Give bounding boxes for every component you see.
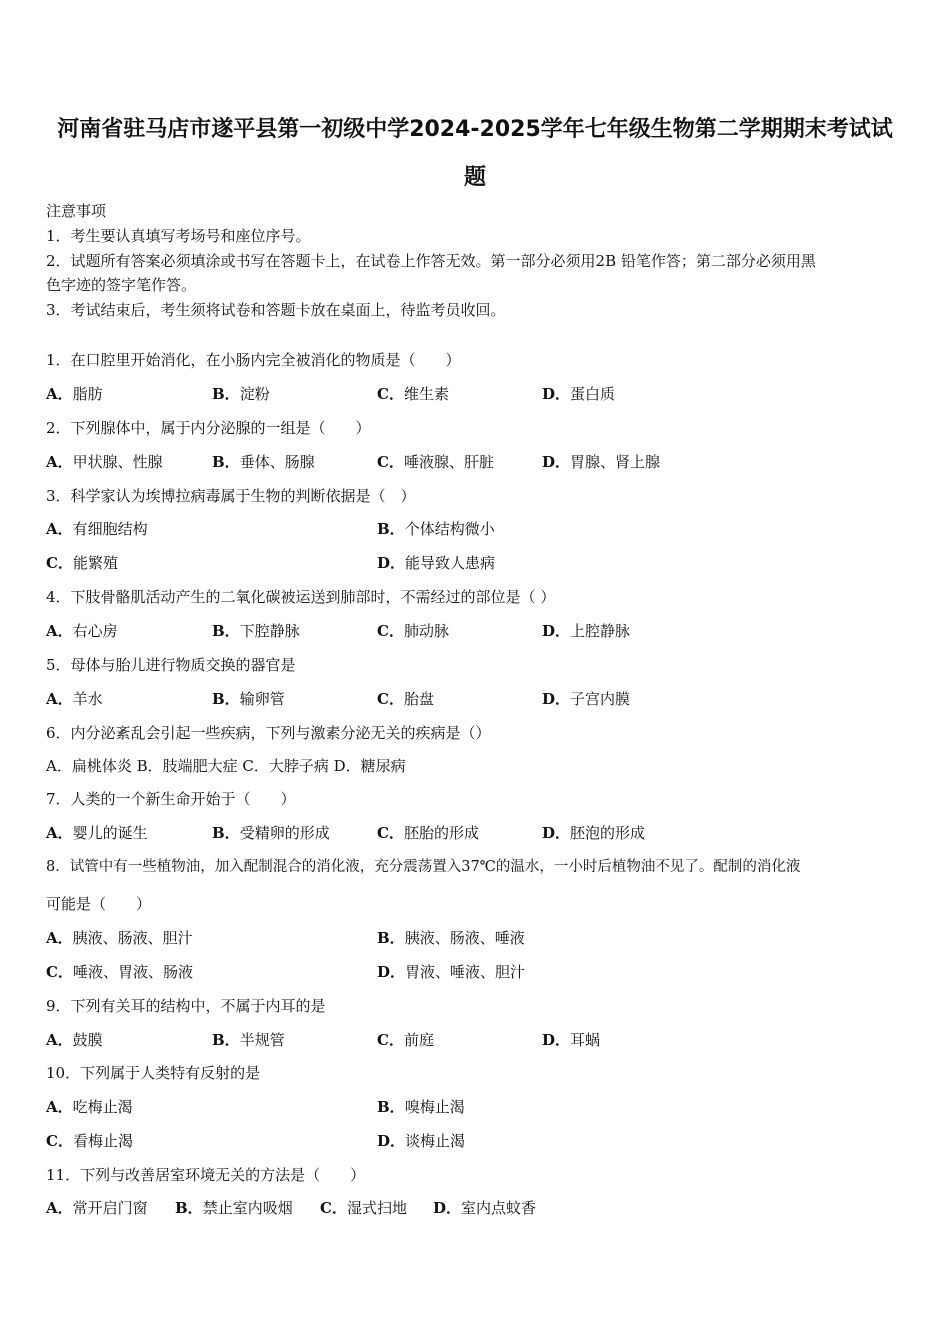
- option-a: [46, 1030, 103, 1050]
- option-key: A．: [46, 622, 73, 640]
- option-key: B．: [175, 1199, 203, 1217]
- option-text: 上腔静脉: [570, 622, 631, 640]
- option-d: [542, 823, 645, 843]
- option-key: D．: [377, 554, 406, 572]
- option-text: 胚胎的形成: [403, 824, 479, 842]
- option-text: 前庭: [403, 1031, 434, 1049]
- option-text: 胃腺、肾上腺: [570, 453, 661, 471]
- option-key: D．: [542, 385, 571, 403]
- option-b: [212, 621, 300, 641]
- option-text: 能繁殖: [72, 554, 118, 572]
- option-text: 吃梅止渴: [72, 1098, 133, 1116]
- option-a: [46, 1097, 133, 1117]
- option-d: [542, 689, 630, 709]
- option-key: C．: [377, 1031, 404, 1049]
- option-key: A．: [46, 453, 73, 471]
- option-key: A．: [46, 1031, 73, 1049]
- option-text: 有细胞结构: [72, 520, 148, 538]
- option-key: D．: [377, 963, 406, 981]
- page-title: 河南省驻马店市遂平县第一初级中学2024-2025学年七年级生物第二学期期末考试试: [57, 117, 893, 142]
- option-b: [377, 928, 525, 948]
- option-key: C．: [46, 963, 73, 981]
- option-text: 鼓膜: [72, 1031, 103, 1049]
- option-d: [542, 452, 660, 472]
- option-text: 唾液腺、肝脏: [403, 453, 494, 471]
- option-text: 羊水: [72, 690, 103, 708]
- question-stem: 9．下列有关耳的结构中，不属于内耳的是: [46, 997, 326, 1015]
- option-key: A．: [46, 824, 73, 842]
- option-key: A．: [46, 690, 73, 708]
- option-d: [377, 553, 495, 573]
- option-text: 维生素: [403, 385, 449, 403]
- option-c: [377, 1030, 434, 1050]
- option-text: 蛋白质: [570, 385, 616, 403]
- option-key: C．: [377, 690, 404, 708]
- option-text: 个体结构微小: [404, 520, 495, 538]
- notice-item: 1．考生要认真填写考场号和座位序号。: [46, 227, 311, 245]
- option-a: [46, 689, 103, 709]
- option-text: 肺动脉: [403, 622, 449, 640]
- option-key: A．: [46, 1098, 73, 1116]
- option-text: 胰液、肠液、胆汁: [72, 929, 193, 947]
- option-a: [46, 621, 118, 641]
- option-b: [212, 384, 270, 404]
- option-inline: A．扁桃体炎 B．肢端肥大症 C．大脖子病 D．糖尿病: [46, 757, 406, 775]
- option-text: 胚泡的形成: [570, 824, 646, 842]
- option-b: [212, 823, 330, 843]
- notice-heading: 注意事项: [46, 202, 107, 220]
- option-key: D．: [542, 824, 571, 842]
- option-key: B．: [377, 1098, 405, 1116]
- option-a: [46, 519, 148, 539]
- option-c: [377, 621, 449, 641]
- option-key: C．: [377, 824, 404, 842]
- option-text: 下腔静脉: [239, 622, 300, 640]
- option-key: A．: [46, 520, 73, 538]
- option-key: D．: [542, 453, 571, 471]
- option-a: [46, 1198, 148, 1218]
- option-c: [46, 553, 118, 573]
- option-text: 看梅止渴: [72, 1132, 133, 1150]
- question-stem: 3．科学家认为埃博拉病毒属于生物的判断依据是（ ）: [46, 487, 416, 505]
- option-text: 禁止室内吸烟: [202, 1199, 293, 1217]
- option-text: 谈梅止渴: [405, 1132, 466, 1150]
- option-key: B．: [377, 929, 405, 947]
- option-key: B．: [212, 385, 240, 403]
- option-key: B．: [377, 520, 405, 538]
- option-key: D．: [542, 690, 571, 708]
- option-d: [542, 1030, 600, 1050]
- option-key: C．: [377, 453, 404, 471]
- option-c: [377, 689, 434, 709]
- option-b: [377, 519, 495, 539]
- question-stem: 5．母体与胎儿进行物质交换的器官是: [46, 656, 296, 674]
- option-key: C．: [377, 385, 404, 403]
- question-stem: 11．下列与改善居室环境无关的方法是（ ）: [46, 1166, 366, 1184]
- option-text: 淀粉: [239, 385, 270, 403]
- notice-item: 3．考试结束后，考生须将试卷和答题卡放在桌面上，待监考员收回。: [46, 301, 506, 319]
- question-stem-continued: 可能是（ ）: [46, 895, 152, 913]
- option-c: [377, 823, 479, 843]
- option-key: C．: [46, 554, 73, 572]
- option-key: C．: [46, 1132, 73, 1150]
- option-d: [433, 1198, 536, 1218]
- page-title-continued: 题: [463, 165, 486, 190]
- question-stem: 7．人类的一个新生命开始于（ ）: [46, 790, 296, 808]
- option-text: 耳蜗: [570, 1031, 601, 1049]
- option-c: [320, 1198, 407, 1218]
- option-text: 右心房: [72, 622, 118, 640]
- option-b: [212, 452, 315, 472]
- notice-item: 色字迹的签字笔作答。: [46, 276, 197, 294]
- option-key: A．: [46, 1199, 73, 1217]
- option-d: [377, 962, 525, 982]
- option-a: [46, 384, 103, 404]
- option-key: A．: [46, 929, 73, 947]
- option-text: 唾液、胃液、肠液: [72, 963, 193, 981]
- option-text: 垂体、肠腺: [239, 453, 315, 471]
- notice-item: 2．试题所有答案必须填涂或书写在答题卡上，在试卷上作答无效。第一部分必须用2B 铅笔作答；第二部分必须用黑: [46, 252, 816, 270]
- option-d: [377, 1131, 465, 1151]
- question-stem: 10．下列属于人类特有反射的是: [46, 1064, 261, 1082]
- option-key: A．: [46, 385, 73, 403]
- option-key: C．: [320, 1199, 347, 1217]
- option-text: 湿式扫地: [346, 1199, 407, 1217]
- option-text: 常开启门窗: [72, 1199, 148, 1217]
- option-key: B．: [212, 690, 240, 708]
- option-text: 受精卵的形成: [239, 824, 330, 842]
- question-stem: 4．下肢骨骼肌活动产生的二氧化碳被运送到肺部时，不需经过的部位是（ ）: [46, 588, 556, 606]
- option-a: [46, 823, 148, 843]
- option-c: [46, 1131, 133, 1151]
- option-text: 婴儿的诞生: [72, 824, 148, 842]
- question-stem: 1．在口腔里开始消化，在小肠内完全被消化的物质是（ ）: [46, 351, 461, 369]
- option-b: [377, 1097, 465, 1117]
- option-c: [377, 384, 449, 404]
- question-stem: 2．下列腺体中，属于内分泌腺的一组是（ ）: [46, 419, 371, 437]
- option-key: D．: [542, 622, 571, 640]
- option-key: B．: [212, 824, 240, 842]
- option-b: [212, 1030, 285, 1050]
- option-key: D．: [377, 1132, 406, 1150]
- option-key: B．: [212, 453, 240, 471]
- option-text: 嗅梅止渴: [404, 1098, 465, 1116]
- option-b: [175, 1198, 293, 1218]
- option-text: 能导致人患病: [405, 554, 496, 572]
- option-text: 室内点蚊香: [461, 1199, 537, 1217]
- option-key: C．: [377, 622, 404, 640]
- option-d: [542, 621, 630, 641]
- question-stem: 6．内分泌紊乱会引起一些疾病，下列与激素分泌无关的疾病是（）: [46, 724, 491, 742]
- option-a: [46, 928, 193, 948]
- option-text: 脂肪: [72, 385, 103, 403]
- option-key: D．: [542, 1031, 571, 1049]
- option-c: [377, 452, 494, 472]
- option-d: [542, 384, 615, 404]
- option-text: 输卵管: [239, 690, 285, 708]
- option-key: B．: [212, 1031, 240, 1049]
- option-key: B．: [212, 622, 240, 640]
- option-text: 子宫内膜: [570, 690, 631, 708]
- option-text: 半规管: [239, 1031, 285, 1049]
- option-text: 胎盘: [403, 690, 434, 708]
- option-text: 甲状腺、性腺: [72, 453, 163, 471]
- option-b: [212, 689, 285, 709]
- option-key: D．: [433, 1199, 462, 1217]
- option-a: [46, 452, 163, 472]
- option-text: 胃液、唾液、胆汁: [405, 963, 526, 981]
- question-stem: 8．试管中有一些植物油，加入配制混合的消化液，充分震荡置入37℃的温水，一小时后植物油不见了。配制的消化液: [46, 859, 801, 875]
- option-c: [46, 962, 193, 982]
- option-text: 胰液、肠液、唾液: [404, 929, 525, 947]
